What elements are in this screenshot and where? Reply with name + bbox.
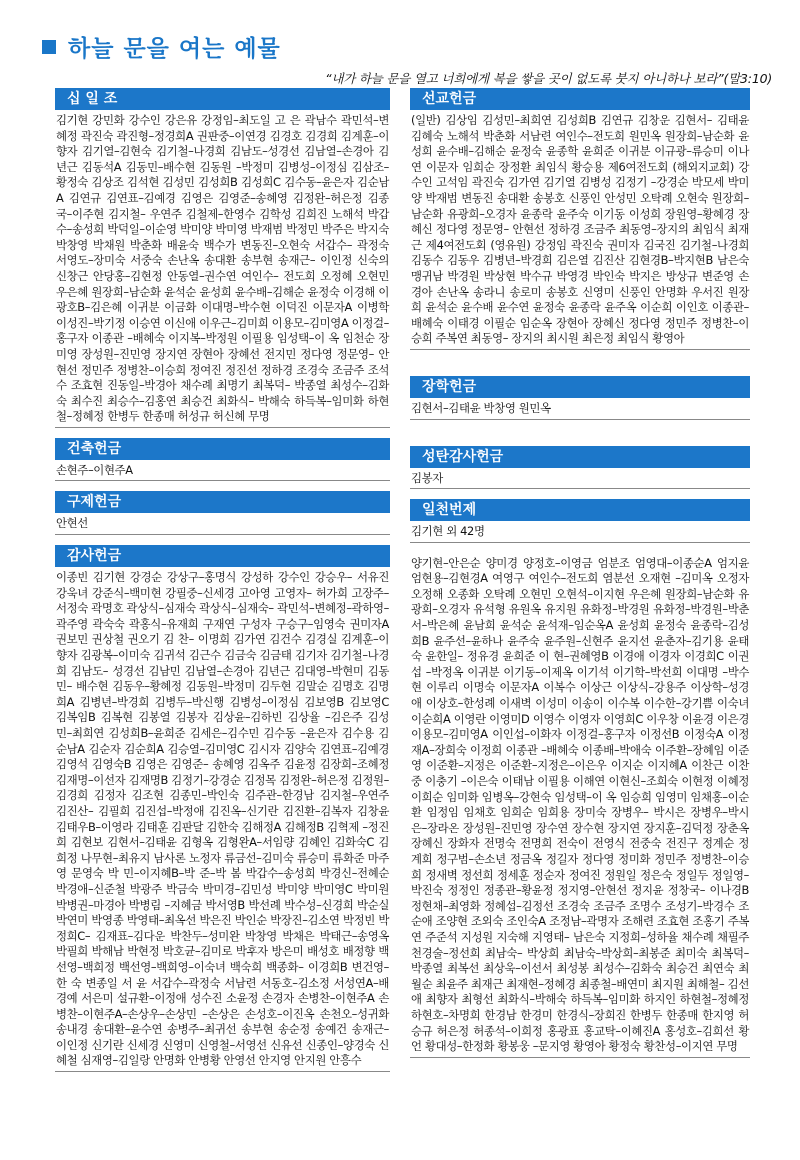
- names-list-scholarship: 김현서–김태윤 박창영 원민옥: [410, 398, 750, 420]
- names-list-firstfruit: 김기현 외 42명: [410, 521, 750, 543]
- names-list-tithe: 김기현 강민화 강수인 강은유 강정임–최도일 고 은 곽남수 곽민석–변혜정 곽진숙 곽진형–정경희A 권판중–이연경 김경호 김경희 김계훈–이향자 김기열–김현숙 김기철–나경희 김남도–성경선 김남열–손경아 김년근 김동석A 김동민–배수현 김동원 –박정미 김병성–이정심 김삼조–황정숙 김상조 김석현 김성민 김성희B 김성희C 김수동–윤은자 김순남A 김연규 김연표–김예경 김영은 김영준–송혜영 김정완–허은정 김종국–이주현 김지철– 우연주 김철제–한영수 김학성 김희진 노해석 박갑수–송성희 박덕일–이순영 박미양 박미영 박재범 박정민 박주은 박지숙 박창영 박채원 박춘화 배윤숙 백수가 변동진–오현숙 서갑수– 곽정숙 서영도–장미숙 서중숙 손난옥 송대환 송부현 송재근– 이인정 신숙의 신창근 안당홍–김현정 안동열–권수연 여인수– 전도희 오정혜 오현민 우은혜 원장희–남순화 윤석순 윤성희 윤수배–김해순 윤정숙 이경해 이광호B–김은혜 이귀분 이금화 이대명–박수현 이덕진 이문자A 이병학 이성진–박기정 이승연 이신애 이우근–김미희 이용모–김미영A 이정걸–홍구자 이종관 –배혜숙 이지복–박정원 이필용 임성택–이 옥 임천순 장미영 장성원–진민영 장지연 장현아 장혜선 전지민 정다영 정문영– 안현선 정민주 정병찬–이승희 정여진 정진선 정하경 조경숙 조금주 조석수 조효현 진동일–박경아 채수례 최명기 최복덕– 박종열 최성수–김화숙 최수진 최승수–김홍연 최승건 최화식– 박해숙 하득복–임미화 하현철–정혜정 한병두 한종매 허성규 허신혜 무명: [55, 110, 390, 428]
- section-building: [55, 438, 390, 482]
- section-christmas: [410, 446, 750, 490]
- section-heading-firstfruit: 일천번제: [410, 499, 750, 521]
- section-heading-tithe: 십 일 조: [55, 88, 390, 110]
- section-thanks: [55, 545, 390, 1072]
- section-heading-relief: 구제헌금: [55, 491, 390, 513]
- section-heading-christmas: 성탄감사헌금: [410, 446, 750, 468]
- section-relief: [55, 491, 390, 535]
- section-thanks-continued: [410, 553, 750, 1058]
- names-list-mission: (일반) 김상임 김성민–최희연 김성희B 김연규 김창운 김현서– 김태윤 김혜숙 노해석 박춘화 서남련 여인수–전도희 원민옥 원장희–남순화 윤성희 윤수배–김해순 윤정숙 윤종학 윤희준 이귀분 이규광–류승미 이나연 이문자 임희순 장정환 최임식 황승용 제6여전도회 (해외지교회) 강수인 고석임 곽진숙 김가연 김기열 김병성 김정기 –강경순 박모세 박미양 박재범 변동진 송대환 송봉호 신풍인 안성민 오탁례 오현숙 원장희–남순화 유광희–오경자 윤종락 윤주숙 이기동 이성희 장원영–황혜경 장혜신 정다영 정문영– 안현선 정하경 조금주 최동영–장지의 최임식 최재근 제4여전도회 (영유원) 강정임 곽진숙 권미자 김국진 김기철–나경희 김동수 김동우 김병년–박경희 김은열 김진산 김현경B–박지현B 남은숙 맹귀남 박경원 박상현 박수규 박영경 박인숙 박지은 방상규 변준영 손경아 손난옥 송라니 송로미 송봉호 신영미 신풍인 안명화 우서진 원장희 윤석순 윤수배 윤수연 윤정숙 윤종락 윤주옥 이순희 이인호 이종관–배혜숙 이태경 이필순 임순옥 장현아 장혜신 정다영 정민주 정병찬–이승희 주복연 최동영– 장지의 최시원 최은정 최임식 황영아: [410, 110, 750, 350]
- names-list-thanks: 이종빈 김기현 강경순 강상구–홍명식 강성하 강수인 강승우– 서유진 강욱녀 강준식–백미현 강필중–신세경 고아영 고영자– 허가희 고장주–서정숙 곽명호 곽상식–심재숙 곽상식–심재숙– 곽민석–변혜정–곽하영–곽주영 곽숙숙 곽홍식–유재희 구재연 구성자 구승구–임영숙 권미자A 권보민 권상철 권오기 김 찬– 이명희 김가연 김건수 김경실 김계훈–이향자 김광복–이미숙 김귀석 김근수 김금숙 김금태 김기자 김기철–나경희 김남도– 성경선 김남민 김남열–손경아 김년근 김대영–박현미 김동민– 배수현 김동우–황혜정 김동원–박정미 김두현 김말순 김명호 김명희A 김병년–박경희 김병두–박신행 김병성–이정심 김보영B 김보영C 김복임B 김복현 김봉열 김봉자 김상윤–김하빈 김상율 –김은주 김성민–최희연 김성희B–윤희준 김세은–김수민 김수동 –윤은자 김수용 김순남A 김순자 김순희A 김승열–김미영C 김시자 김양숙 김연표–김예경 김영석 김영숙B 김영은 김영준– 송혜영 김옥주 김윤정 김장희–조혜정 김재명–이선자 김재명B 김정기–강경순 김정목 김정완–허은정 김정원–김경희 김정자 김조현 김종민–박인숙 김주관–한경남 김지철–우연주 김진산– 김필희 김진섭–박정애 김진옥–신기란 김진환–김복자 김창윤 김태우B–이영라 김태훈 김판달 김한숙 김해정A 김해정B 김혁제 –정진희 김현보 김현서–김태윤 김형옥 김형완A–서임량 김혜인 김화숙C 김희정 나무현–최유지 남사론 노정자 류금선–김미숙 류승미 류화준 마주영 문영숙 박 민–이지혜B–박 준–박 봄 박갑수–송성희 박경신–전혜순 박경애–신준철 박광주 박금숙 박미경–김민성 박미양 박미영C 박미원 박병권–마경아 박병림 –지혜금 박서영B 박선례 박수성–신경희 박순실 박연미 박영종 박영태–최옥선 박은진 박인순 박장진–김소연 박정빈 박정희C– 김재표–김다운 박찬두–성미완 박창영 박채은 박태근–송영옥 박필희 박해남 박현정 박호균–김미로 박후자 방은미 배성호 배정향 백선영–백희정 백선영–백희영–이숙녀 백숙희 백종화– 이경희B 변건영–한 숙 변종일 서 윤 서갑수–곽정숙 서남련 서동호–김소정 서성연A–배경예 서은미 설규환–이정애 성수진 소윤정 손경자 손병찬–이현주A 손병찬–이현주A–손상우–손상민 –손상은 손성호–이진옥 손천오–성귀화 송내경 송대환–윤수연 송병주–최귀선 송부현 송순정 송예건 송재근–이인정 신기란 신세경 신영미 신영철–서영선 신유선 신종인–양경숙 신혜철 심재영–김일랑 안명화 안병황 안영선 안지영 안지원 안흥수: [55, 567, 390, 1072]
- section-scholarship: [410, 376, 750, 420]
- section-heading-mission: 선교헌금: [410, 88, 750, 110]
- section-heading-building: 건축헌금: [55, 438, 390, 460]
- scripture-verse: “내가 하늘 문을 열고 너희에게 복을 쌓을 곳이 없도록 붓지 아니하나 보라”(말3:10): [325, 71, 772, 86]
- left-column: [55, 88, 390, 1082]
- square-bullet-icon: [42, 40, 56, 54]
- right-column: [410, 88, 750, 1068]
- section-mission: [410, 88, 750, 350]
- page-header: [42, 30, 772, 87]
- names-list-building: 손현주–이현주A: [55, 460, 390, 482]
- names-list-christmas: 김봉자: [410, 468, 750, 490]
- page-title: [42, 30, 772, 63]
- names-list-thanks-continued: 양기현–안은순 양미경 양정호–이영금 엄분조 엄영대–이종순A 엄지윤 엄현용–김현경A 여영구 여인수–전도희 염분선 오재현 –김미옥 오정자 오정해 오종화 오탁례 오현민 오현석–이지현 우은혜 원장희–남순화 유광희–오경자 유석형 유원옥 유지원 유화정–박경원 유화정–박경원–박춘서–박은혜 윤남희 윤석순 윤석재–임순옥A 윤성희 윤정숙 윤종락–김성희B 윤주선–윤하나 윤주숙 윤주원–신현주 윤지선 윤춘자–김기용 윤태숙 윤한일– 정유경 윤희준 이 현–권혜영B 이경애 이경자 이경희C 이권섭 –박정옥 이귀분 이기동–이제옥 이기석 이기학–박선희 이대명 –박수현 이루리 이명숙 이문자A 이복수 이상근 이상식–강용주 이상학–성경애 이상호–한성례 이새벽 이성미 이송이 이수복 이수한–강기쁨 이숙녀 이순희A 이영란 이영미D 이영수 이영자 이영희C 이우창 이윤경 이은경 이용모–김미영A 이인섭–이화자 이정걸–홍구자 이정선B 이정숙A 이정재A–장희숙 이정희 이종관 –배혜숙 이종배–박애숙 이주환–장혜임 이준영 이준환–지정은 이준환–지정은–이은우 이지순 이지혜A 이찬근 이찬중 이충기 –이은숙 이태남 이필용 이해연 이현신–조희숙 이현정 이혜정 이희순 임미화 임병옥–강현숙 임성택–이 옥 임승희 임영미 임채홍–이순환 임정임 임채호 임희순 임희용 장미숙 장병우– 박시은 장병우–박시은–장라온 장성원–진민영 장수연 장수현 장지연 장지훈–김덕정 장춘옥 장혜신 장화자 전명숙 전명희 전숙이 전영식 전중숙 전진구 정계순 정계희 정구범–손소년 정금옥 정길자 정다영 정미화 정민주 정병찬–이승희 정새벽 정선희 정세훈 정순자 정여진 정원일 정은숙 정일두 정일영– 박진숙 정정인 정종관–황윤정 정지영–안현선 정지윤 정창국– 이나경B 정현채–최영화 정혜섭–김정선 조경숙 조금주 조명수 조성기–박경수 조순애 조양현 조외숙 조인숙A 조정남–곽명자 조해련 조효현 조홍기 주복연 주준석 지성원 지숙해 지영태– 남은숙 지정희–성하율 채수례 채필주 천경술–정선희 최남숙– 박상희 최남숙–박상희–최봉준 최미숙 최복덕–박종열 최복선 최상욱–이선서 최성봉 최성수–김화숙 최승건 최연숙 최월순 최윤주 최재근 최재현–정혜경 최종철–배연미 최지원 최해철– 김선애 최향자 최형선 최화식–박해숙 하득복–임미화 하지인 하현철–정혜정 하현호–차명희 한경남 한경미 한경식–장희진 한병두 한종매 한지영 허승규 허은정 허종석–이희정 홍광표 홍교탁–이혜진A 홍성호–김희선 황 언 황대성–한정화 황봉웅 –문지영 황영아 황정숙 황찬성–이지연 무명: [410, 553, 750, 1058]
- section-heading-thanks: 감사헌금: [55, 545, 390, 567]
- section-firstfruit: [410, 499, 750, 543]
- names-list-relief: 안현선: [55, 513, 390, 535]
- page-title-text: 하늘 문을 여는 예물: [68, 36, 281, 62]
- section-tithe: [55, 88, 390, 428]
- section-heading-scholarship: 장학헌금: [410, 376, 750, 398]
